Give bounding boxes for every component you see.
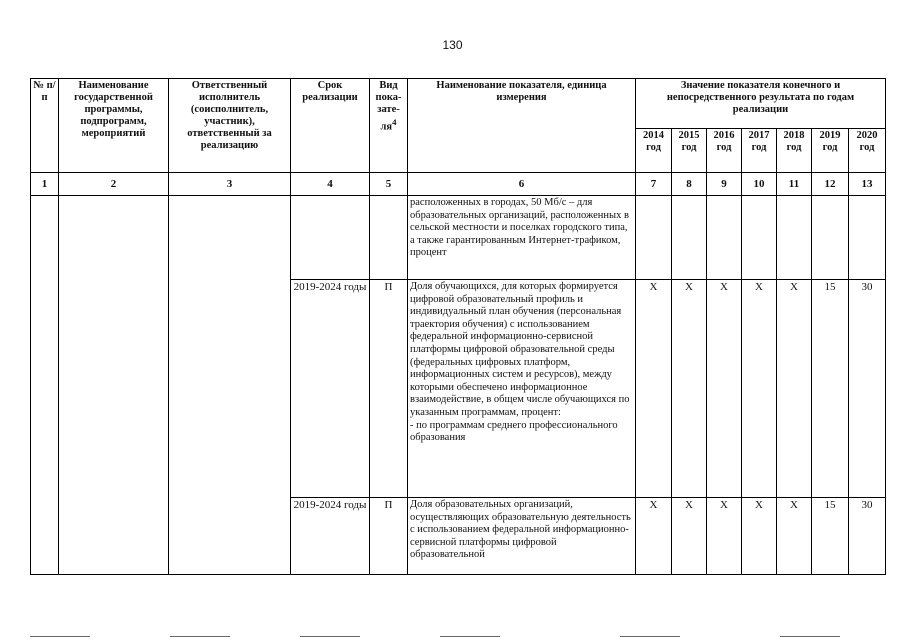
cell-indicator-text: Доля обучающихся, для которых формируется цифровой образовательный профиль и индивидуальный план обучения (персональная траектория обучения) с использованием федеральной информационно-сервисной платформы цифровой образовательной среды (федеральных цифровых платформ, информационных систем и ресурсов), между которыми обеспечено информационное взаимодействие, в общем числе обучающихся по указанным программам, процент: - по программам среднего профессионального образования	[408, 280, 636, 498]
cell-program-name	[59, 196, 169, 575]
cell-indicator-kind: П	[370, 498, 408, 575]
cell-value-2018: Х	[777, 498, 812, 575]
header-indicator-kind-label: Вид пока-зате-ля	[375, 80, 402, 133]
cell-value-2019: 15	[812, 280, 849, 498]
table-row	[31, 196, 886, 280]
cell-value-2019	[812, 196, 849, 280]
cell-value-2015: Х	[672, 498, 707, 575]
column-number: 2	[59, 173, 169, 196]
cell-value-2014: Х	[636, 280, 672, 498]
column-number: 1	[31, 173, 59, 196]
cell-indicator-text: расположенных в городах, 50 Мб/с – для образовательных организаций, расположенных в сельской местности и поселках городского типа, а также гарантированным Интернет-трафиком, процент	[408, 196, 636, 280]
scan-edge-mark	[440, 636, 500, 637]
header-year-2015: 2015 год	[672, 129, 707, 173]
header-year-2018: 2018 год	[777, 129, 812, 173]
page-number: 130	[442, 38, 463, 52]
indicators-table	[30, 78, 886, 575]
column-number: 7	[636, 173, 672, 196]
column-number: 12	[812, 173, 849, 196]
scan-edge-mark	[780, 636, 840, 637]
scan-edge-mark	[30, 636, 90, 637]
cell-executor	[169, 196, 291, 575]
cell-indicator-kind	[370, 196, 408, 280]
header-year-2016: 2016 год	[707, 129, 742, 173]
cell-value-2020	[849, 196, 886, 280]
column-number: 10	[742, 173, 777, 196]
column-number: 4	[291, 173, 370, 196]
cell-num	[31, 196, 59, 575]
cell-value-2014	[636, 196, 672, 280]
column-number: 9	[707, 173, 742, 196]
header-year-2014: 2014 год	[636, 129, 672, 173]
cell-value-2017: Х	[742, 280, 777, 498]
cell-value-2015: Х	[672, 280, 707, 498]
cell-value-2019: 15	[812, 498, 849, 575]
header-year-2017: 2017 год	[742, 129, 777, 173]
column-number: 3	[169, 173, 291, 196]
scan-edge-mark	[620, 636, 680, 637]
header-year-2019: 2019 год	[812, 129, 849, 173]
cell-indicator-text: Доля образовательных организаций, осуществляющих образовательную деятельность с использованием федеральной информационно-сервисной платформы цифровой образовательной	[408, 498, 636, 575]
cell-value-2018: Х	[777, 280, 812, 498]
header-indicator-kind	[370, 79, 408, 173]
cell-term	[291, 196, 370, 280]
cell-value-2018	[777, 196, 812, 280]
cell-indicator-kind: П	[370, 280, 408, 498]
header-term: Срок реализации	[291, 79, 370, 173]
header-num: № п/п	[31, 79, 59, 173]
header-program-name: Наименование государственной программы, подпрограмм, мероприятий	[59, 79, 169, 173]
header-executor: Ответственный исполнитель (соисполнитель, участник), ответственный за реализацию	[169, 79, 291, 173]
cell-value-2020: 30	[849, 498, 886, 575]
cell-value-2015	[672, 196, 707, 280]
column-number: 5	[370, 173, 408, 196]
header-values-group: Значение показателя конечного и непосредственного результата по годам реализации	[636, 79, 886, 129]
cell-value-2017: Х	[742, 498, 777, 575]
scan-edge-mark	[300, 636, 360, 637]
scan-edge-mark	[170, 636, 230, 637]
column-number: 11	[777, 173, 812, 196]
cell-value-2014: Х	[636, 498, 672, 575]
column-number: 13	[849, 173, 886, 196]
header-indicator-kind-footnote: 4	[392, 117, 397, 127]
cell-term: 2019-2024 годы	[291, 280, 370, 498]
cell-value-2020: 30	[849, 280, 886, 498]
cell-value-2017	[742, 196, 777, 280]
cell-term: 2019-2024 годы	[291, 498, 370, 575]
header-year-2020: 2020 год	[849, 129, 886, 173]
column-number: 8	[672, 173, 707, 196]
cell-value-2016	[707, 196, 742, 280]
cell-value-2016: Х	[707, 280, 742, 498]
cell-value-2016: Х	[707, 498, 742, 575]
column-numbers-row	[31, 173, 886, 196]
header-indicator-name: Наименование показателя, единица измерения	[408, 79, 636, 173]
column-number: 6	[408, 173, 636, 196]
